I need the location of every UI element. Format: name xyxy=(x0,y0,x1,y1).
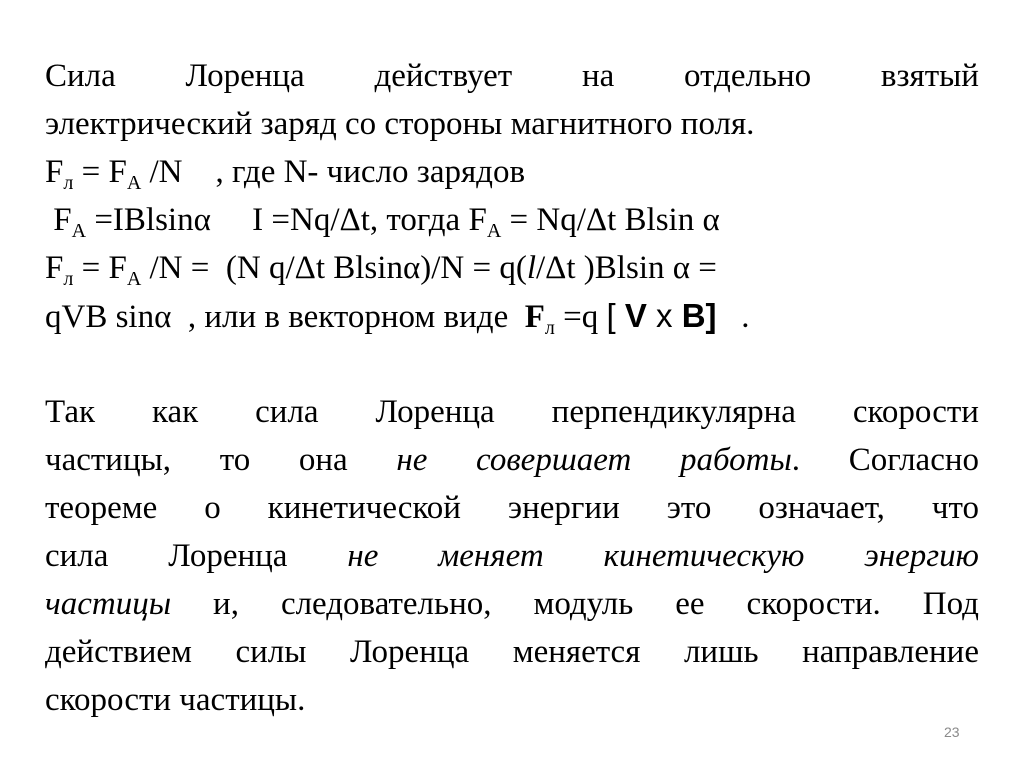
formula-text: /Δt )Blsin α = xyxy=(536,250,717,286)
formula-subscript: A xyxy=(126,172,142,194)
italic-word: меняет xyxy=(438,538,544,574)
paragraph2-line4 xyxy=(45,536,979,576)
formula-subscript: л xyxy=(63,268,74,290)
word: то xyxy=(219,442,251,478)
word: что xyxy=(931,490,979,526)
word: ее xyxy=(675,586,705,622)
formula-subscript: л xyxy=(63,172,74,194)
word: Под xyxy=(922,586,979,622)
word: отдельно xyxy=(684,58,812,94)
word: энергии xyxy=(507,490,620,526)
word: перпендикулярна xyxy=(551,394,796,430)
vector-field-symbol: B xyxy=(672,297,706,334)
formula-symbol: F xyxy=(45,250,64,286)
word: и, xyxy=(213,586,239,622)
word: теореме xyxy=(45,490,158,526)
word: кинетической xyxy=(267,490,461,526)
word: силы xyxy=(235,634,307,670)
word: сила xyxy=(45,538,109,574)
formula-text: =q xyxy=(554,299,607,335)
formula-text: =IBlsinα I =Nq/Δt, тогда F xyxy=(86,202,487,238)
formula-text: = Nq/Δt Blsin α xyxy=(501,202,720,238)
paragraph2-line1 xyxy=(45,392,979,432)
word: меняется xyxy=(512,634,641,670)
word: следовательно, xyxy=(280,586,492,622)
formula-text: = F xyxy=(73,154,127,190)
paragraph2-line5 xyxy=(45,584,979,624)
word: скорости. xyxy=(746,586,881,622)
italic-word: кинетическую xyxy=(603,538,805,574)
formula-text: = F xyxy=(73,250,127,286)
paragraph1-line1 xyxy=(45,56,979,96)
word: взятый xyxy=(880,58,979,94)
word: Согласно xyxy=(848,442,979,478)
italic-word: не xyxy=(396,442,428,478)
word: направление xyxy=(802,634,979,670)
word: Лоренца xyxy=(375,394,495,430)
paragraph2-line7: скорости частицы. xyxy=(45,682,306,718)
formula-line5 xyxy=(45,248,717,288)
formula-subscript: A xyxy=(126,268,142,290)
word: это xyxy=(666,490,712,526)
formula-subscript: A xyxy=(486,220,502,242)
word: Лоренца xyxy=(349,634,470,670)
italic-word: работы xyxy=(679,442,792,478)
word: Лоренца xyxy=(168,538,288,574)
page-number: 23 xyxy=(944,724,960,740)
formula-line6 xyxy=(45,296,750,337)
italic-word: энергию xyxy=(864,538,979,574)
word: Сила xyxy=(45,58,116,94)
formula-subscript: A xyxy=(71,220,87,242)
paragraph2-line6 xyxy=(45,632,979,672)
formula-text: . xyxy=(716,299,750,335)
word: означает, xyxy=(758,490,885,526)
word: Так xyxy=(45,394,96,430)
formula-line4 xyxy=(45,200,720,240)
word: Лоренца xyxy=(185,58,305,94)
formula-text: /N , где N- число зарядов xyxy=(141,154,526,190)
formula-symbol: F xyxy=(45,154,64,190)
word: действует xyxy=(374,58,513,94)
italic-word-with-period xyxy=(680,440,800,480)
paragraph2-line2 xyxy=(45,440,979,480)
word: она xyxy=(298,442,348,478)
word: сила xyxy=(255,394,319,430)
formula-text: F xyxy=(45,202,72,238)
word: лишь xyxy=(683,634,759,670)
paragraph2-line3 xyxy=(45,488,979,528)
formula-line3 xyxy=(45,152,525,192)
vector-velocity-symbol: V xyxy=(615,297,657,334)
bracket-open: [ xyxy=(606,297,616,334)
formula-text: /N = (N q/Δt Blsinα)/N = q( xyxy=(141,250,527,286)
italic-word: совершает xyxy=(476,442,632,478)
word: на xyxy=(581,58,615,94)
word: о xyxy=(204,490,221,526)
word: частицы, xyxy=(45,442,172,478)
word: скорости xyxy=(852,394,979,430)
word: как xyxy=(151,394,199,430)
paragraph1-line2: электрический заряд со стороны магнитного поля. xyxy=(45,106,755,142)
bracket-close: ] xyxy=(705,297,717,334)
vector-force-symbol: F xyxy=(524,299,545,335)
cross-product-sign: x xyxy=(656,297,673,334)
italic-word: частицы xyxy=(45,586,172,622)
formula-text: qVB sinα , или в векторном виде xyxy=(45,299,525,335)
formula-subscript: л xyxy=(544,317,555,339)
formula-italic-l: l xyxy=(526,250,536,286)
italic-word: не xyxy=(347,538,379,574)
word: действием xyxy=(45,634,192,670)
word: модуль xyxy=(533,586,634,622)
period: . xyxy=(791,442,801,478)
